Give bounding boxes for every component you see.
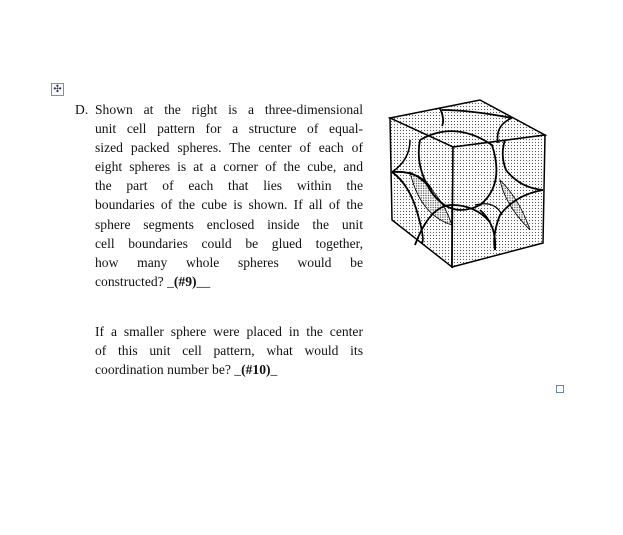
- text-line: [95, 360, 363, 379]
- text-line: [95, 272, 363, 291]
- question-label: D.: [75, 102, 89, 117]
- text-line: Shown at the right is a three-dimensional: [95, 102, 363, 117]
- text-line: eight spheres is at a corner of the cube, and: [95, 159, 363, 175]
- text-fragment: __: [196, 273, 211, 289]
- text-line: of this unit cell pattern, what would its: [95, 343, 363, 359]
- text-fragment: constructed? _: [95, 273, 174, 289]
- text-line: the part of each that lies within the: [95, 178, 363, 194]
- question-d-paragraph: [75, 100, 363, 291]
- square-anchor-icon[interactable]: [556, 385, 564, 393]
- text-line: If a smaller sphere were placed in the center: [95, 324, 363, 339]
- text-line: sphere segments enclosed inside the unit: [95, 216, 363, 232]
- unit-cell-cube-figure: [380, 90, 560, 280]
- text-line: how many whole spheres would be: [95, 254, 363, 270]
- text-line: unit cell pattern for a structure of equal-: [95, 121, 363, 137]
- answer-blank-10: (#10): [241, 362, 271, 378]
- text-line: cell boundaries could be glued together,: [95, 235, 363, 251]
- table-move-handle-icon[interactable]: ✣: [51, 83, 64, 96]
- text-fragment: _: [270, 362, 278, 378]
- question-coordination-paragraph: [95, 322, 363, 379]
- text-fragment: coordination number be? _: [95, 362, 242, 378]
- cube-right-face: [452, 135, 545, 267]
- answer-blank-9: (#9): [173, 273, 197, 289]
- text-line: sized packed spheres. The center of each of: [95, 140, 363, 156]
- text-line: boundaries of the cube is shown. If all of the: [95, 197, 363, 213]
